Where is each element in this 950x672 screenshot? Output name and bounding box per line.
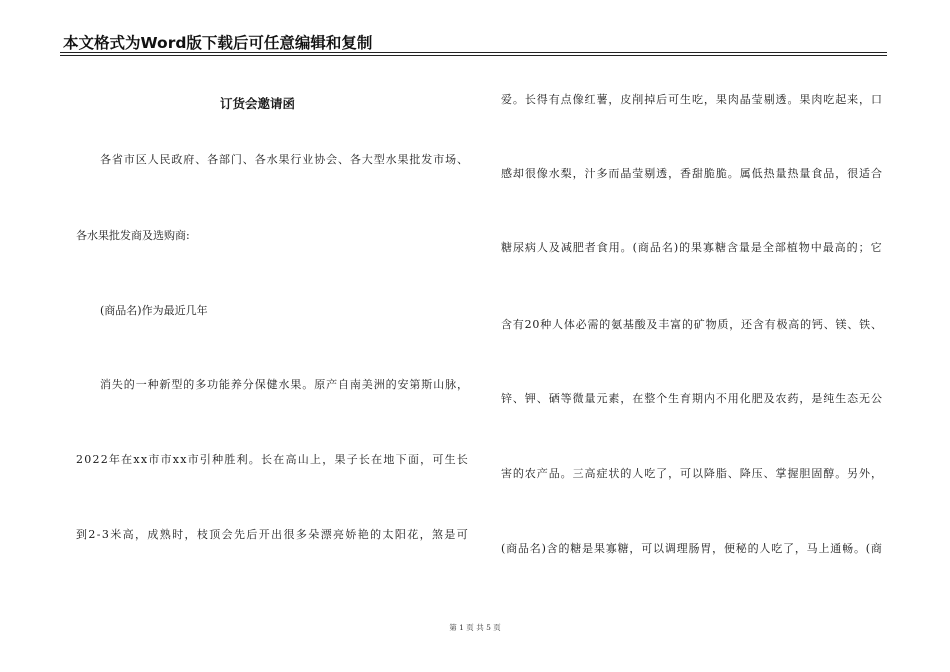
right-line-1: 爱。长得有点像红薯，皮削掉后可生吃，果肉晶莹剔透。果肉吃起来，口 (501, 93, 883, 106)
left-line-1: 各省市区人民政府、各部门、各水果行业协会、各大型水果批发市场、 (100, 153, 469, 166)
right-line-7: (商品名)含的糖是果寡糖，可以调理肠胃，便秘的人吃了，马上通畅。(商 (501, 542, 883, 555)
document-banner: 本文格式为Word版下载后可任意编辑和复制 (63, 34, 373, 52)
left-line-2: 各水果批发商及选购商: (76, 229, 190, 242)
right-line-3: 糖尿病人及减肥者食用。(商品名)的果寡糖含量是全部植物中最高的；它 (501, 241, 883, 254)
right-line-2: 感却很像水梨，汁多而晶莹剔透，香甜脆脆。属低热量热量食品，很适合 (501, 167, 883, 180)
right-line-6: 害的农产品。三高症状的人吃了，可以降脂、降压、掌握胆固醇。另外， (501, 467, 883, 480)
header-rule-top (60, 52, 887, 53)
left-line-4: 消失的一种新型的多功能养分保健水果。原产自南美洲的安第斯山脉， (100, 378, 469, 391)
right-line-4: 含有20种人体必需的氨基酸及丰富的矿物质，还含有极高的钙、镁、铁、 (501, 318, 883, 331)
page-footer: 第 1 页 共 5 页 (449, 623, 501, 632)
left-line-3: (商品名)作为最近几年 (100, 304, 208, 317)
letter-title: 订货会邀请函 (220, 96, 296, 111)
left-line-6: 到2-3米高，成熟时，枝顶会先后开出很多朵漂亮娇艳的太阳花，煞是可 (76, 528, 470, 541)
header-rule-bottom (60, 55, 887, 56)
left-line-5: 2022年在xx市市xx市引种胜利。长在高山上，果子长在地下面，可生长 (76, 453, 470, 466)
right-line-5: 锌、钾、硒等微量元素，在整个生育期内不用化肥及农药，是纯生态无公 (501, 392, 883, 405)
